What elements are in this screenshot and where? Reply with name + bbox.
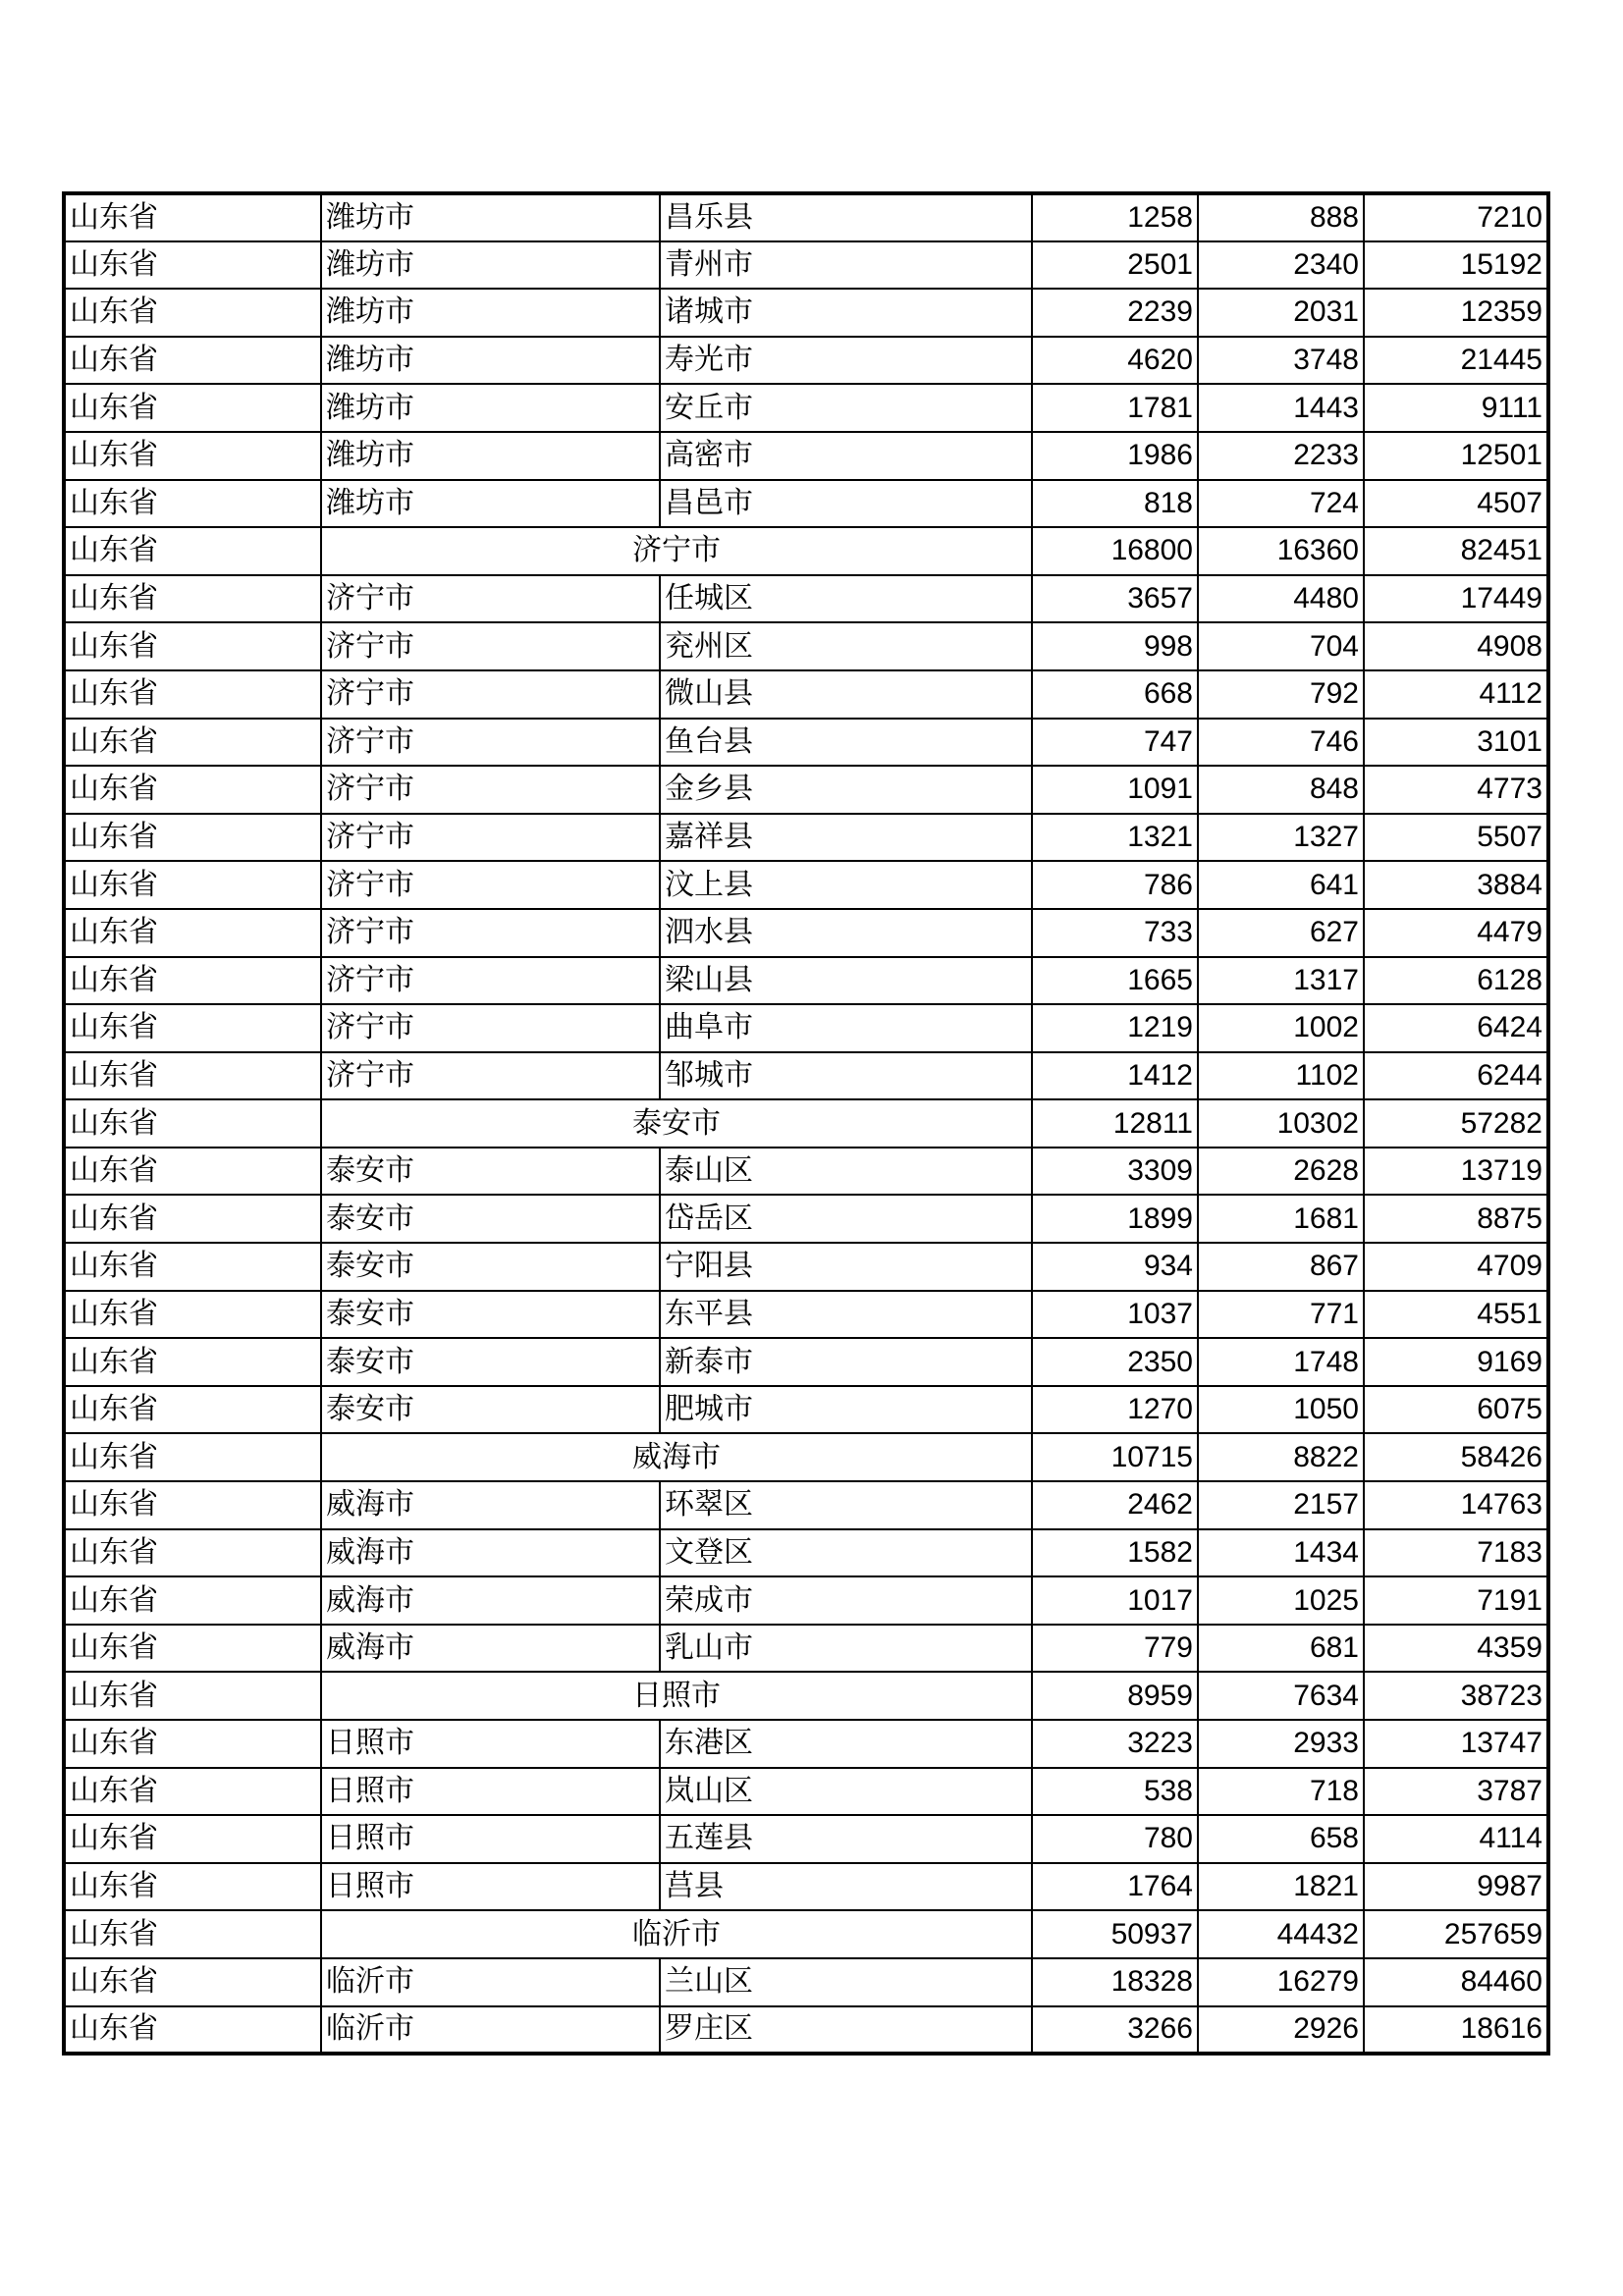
city-cell: 潍坊市 [321,289,660,337]
table-row [64,814,1548,862]
city-cell: 日照市 [321,1863,660,1911]
value-2-cell: 792 [1198,670,1364,719]
value-1-cell: 12811 [1032,1099,1198,1148]
table-row [64,1386,1548,1434]
table-row [64,1529,1548,1577]
province-cell: 山东省 [64,432,321,480]
value-2-cell: 658 [1198,1815,1364,1863]
value-1-cell: 10715 [1032,1433,1198,1481]
value-2-cell: 1748 [1198,1338,1364,1386]
province-cell: 山东省 [64,527,321,575]
value-2-cell: 1317 [1198,957,1364,1005]
value-3-cell: 4551 [1364,1291,1548,1339]
province-cell: 山东省 [64,1099,321,1148]
province-cell: 山东省 [64,861,321,909]
value-3-cell: 6128 [1364,957,1548,1005]
city-cell: 济宁市 [321,670,660,719]
value-3-cell: 9169 [1364,1338,1548,1386]
province-cell: 山东省 [64,622,321,670]
province-cell: 山东省 [64,1338,321,1386]
value-3-cell: 12359 [1364,289,1548,337]
value-3-cell: 4507 [1364,480,1548,528]
city-total-row [64,1099,1548,1148]
value-3-cell: 4709 [1364,1243,1548,1291]
value-3-cell: 3101 [1364,719,1548,767]
value-1-cell: 1258 [1032,193,1198,241]
value-2-cell: 1050 [1198,1386,1364,1434]
value-1-cell: 8959 [1032,1672,1198,1720]
province-cell: 山东省 [64,1195,321,1243]
county-cell: 文登区 [660,1529,1032,1577]
county-cell: 岚山区 [660,1768,1032,1816]
value-3-cell: 4359 [1364,1625,1548,1673]
value-1-cell: 1582 [1032,1529,1198,1577]
value-2-cell: 848 [1198,766,1364,814]
value-2-cell: 1002 [1198,1004,1364,1052]
value-1-cell: 1986 [1032,432,1198,480]
city-cell: 济宁市 [321,766,660,814]
value-3-cell: 3884 [1364,861,1548,909]
value-1-cell: 1270 [1032,1386,1198,1434]
table-row [64,670,1548,719]
table-row [64,1148,1548,1196]
value-2-cell: 1327 [1198,814,1364,862]
county-cell: 任城区 [660,575,1032,623]
province-cell: 山东省 [64,957,321,1005]
province-cell: 山东省 [64,384,321,432]
city-cell: 潍坊市 [321,337,660,385]
table-row [64,1004,1548,1052]
county-cell: 东港区 [660,1720,1032,1768]
province-cell: 山东省 [64,1386,321,1434]
value-3-cell: 17449 [1364,575,1548,623]
table-row [64,1338,1548,1386]
value-2-cell: 1681 [1198,1195,1364,1243]
province-cell: 山东省 [64,1768,321,1816]
table-row [64,1291,1548,1339]
value-1-cell: 1017 [1032,1576,1198,1625]
province-cell: 山东省 [64,1720,321,1768]
value-3-cell: 6424 [1364,1004,1548,1052]
city-cell: 潍坊市 [321,193,660,241]
city-cell: 泰安市 [321,1291,660,1339]
table-row [64,861,1548,909]
province-cell: 山东省 [64,480,321,528]
value-3-cell: 8875 [1364,1195,1548,1243]
city-total-name-cell: 临沂市 [321,1910,1032,1958]
city-total-row [64,1910,1548,1958]
table-row [64,622,1548,670]
value-2-cell: 1025 [1198,1576,1364,1625]
value-1-cell: 779 [1032,1625,1198,1673]
value-1-cell: 1412 [1032,1052,1198,1100]
value-3-cell: 6244 [1364,1052,1548,1100]
city-total-row [64,527,1548,575]
table-row [64,384,1548,432]
county-cell: 嘉祥县 [660,814,1032,862]
table-row [64,1481,1548,1529]
value-2-cell: 2933 [1198,1720,1364,1768]
value-2-cell: 627 [1198,909,1364,957]
value-2-cell: 718 [1198,1768,1364,1816]
table-row [64,1052,1548,1100]
county-cell: 宁阳县 [660,1243,1032,1291]
county-cell: 莒县 [660,1863,1032,1911]
value-2-cell: 2628 [1198,1148,1364,1196]
table-row [64,289,1548,337]
value-2-cell: 641 [1198,861,1364,909]
county-cell: 鱼台县 [660,719,1032,767]
province-cell: 山东省 [64,1672,321,1720]
city-cell: 泰安市 [321,1148,660,1196]
table-row [64,575,1548,623]
county-cell: 寿光市 [660,337,1032,385]
city-cell: 威海市 [321,1576,660,1625]
table-row [64,1958,1548,2006]
value-1-cell: 998 [1032,622,1198,670]
table-row [64,1243,1548,1291]
table-row [64,719,1548,767]
table-row [64,1768,1548,1816]
value-1-cell: 3223 [1032,1720,1198,1768]
value-2-cell: 2926 [1198,2006,1364,2055]
province-cell: 山东省 [64,1529,321,1577]
county-cell: 青州市 [660,241,1032,290]
city-cell: 济宁市 [321,909,660,957]
value-3-cell: 4773 [1364,766,1548,814]
city-cell: 威海市 [321,1481,660,1529]
table-row [64,1576,1548,1625]
province-cell: 山东省 [64,2006,321,2055]
city-cell: 泰安市 [321,1338,660,1386]
value-1-cell: 1091 [1032,766,1198,814]
province-cell: 山东省 [64,1481,321,1529]
value-3-cell: 257659 [1364,1910,1548,1958]
county-cell: 曲阜市 [660,1004,1032,1052]
city-cell: 济宁市 [321,575,660,623]
value-1-cell: 1781 [1032,384,1198,432]
value-1-cell: 818 [1032,480,1198,528]
value-2-cell: 16279 [1198,1958,1364,2006]
value-2-cell: 1821 [1198,1863,1364,1911]
county-cell: 五莲县 [660,1815,1032,1863]
province-cell: 山东省 [64,1004,321,1052]
province-cell: 山东省 [64,193,321,241]
value-1-cell: 3657 [1032,575,1198,623]
value-2-cell: 1443 [1198,384,1364,432]
value-1-cell: 2350 [1032,1338,1198,1386]
table-row [64,1195,1548,1243]
value-2-cell: 746 [1198,719,1364,767]
value-1-cell: 1665 [1032,957,1198,1005]
value-3-cell: 9987 [1364,1863,1548,1911]
value-1-cell: 18328 [1032,1958,1198,2006]
city-cell: 济宁市 [321,1052,660,1100]
county-cell: 东平县 [660,1291,1032,1339]
value-1-cell: 3309 [1032,1148,1198,1196]
value-1-cell: 934 [1032,1243,1198,1291]
province-cell: 山东省 [64,1815,321,1863]
county-cell: 梁山县 [660,957,1032,1005]
table-row [64,337,1548,385]
province-cell: 山东省 [64,1291,321,1339]
province-cell: 山东省 [64,1625,321,1673]
table-row [64,1815,1548,1863]
value-3-cell: 18616 [1364,2006,1548,2055]
city-cell: 济宁市 [321,861,660,909]
value-1-cell: 2501 [1032,241,1198,290]
city-total-row [64,1433,1548,1481]
value-1-cell: 16800 [1032,527,1198,575]
value-1-cell: 786 [1032,861,1198,909]
value-3-cell: 84460 [1364,1958,1548,2006]
value-3-cell: 4114 [1364,1815,1548,1863]
city-cell: 潍坊市 [321,480,660,528]
value-2-cell: 3748 [1198,337,1364,385]
province-cell: 山东省 [64,1148,321,1196]
value-3-cell: 4908 [1364,622,1548,670]
value-2-cell: 4480 [1198,575,1364,623]
value-3-cell: 3787 [1364,1768,1548,1816]
city-total-name-cell: 日照市 [321,1672,1032,1720]
province-cell: 山东省 [64,1910,321,1958]
table-row [64,480,1548,528]
value-1-cell: 747 [1032,719,1198,767]
province-cell: 山东省 [64,1243,321,1291]
table-row [64,766,1548,814]
province-cell: 山东省 [64,337,321,385]
value-1-cell: 1037 [1032,1291,1198,1339]
province-cell: 山东省 [64,1433,321,1481]
city-cell: 日照市 [321,1815,660,1863]
province-cell: 山东省 [64,814,321,862]
value-1-cell: 1321 [1032,814,1198,862]
province-cell: 山东省 [64,289,321,337]
province-cell: 山东省 [64,909,321,957]
city-cell: 济宁市 [321,719,660,767]
city-cell: 济宁市 [321,1004,660,1052]
value-2-cell: 2233 [1198,432,1364,480]
table-row [64,1720,1548,1768]
county-cell: 泗水县 [660,909,1032,957]
county-cell: 兖州区 [660,622,1032,670]
value-2-cell: 724 [1198,480,1364,528]
value-1-cell: 1219 [1032,1004,1198,1052]
county-cell: 泰山区 [660,1148,1032,1196]
value-1-cell: 733 [1032,909,1198,957]
province-cell: 山东省 [64,1052,321,1100]
value-3-cell: 38723 [1364,1672,1548,1720]
province-cell: 山东省 [64,575,321,623]
value-1-cell: 780 [1032,1815,1198,1863]
value-1-cell: 1899 [1032,1195,1198,1243]
value-1-cell: 668 [1032,670,1198,719]
value-3-cell: 21445 [1364,337,1548,385]
province-cell: 山东省 [64,1576,321,1625]
county-cell: 安丘市 [660,384,1032,432]
province-cell: 山东省 [64,670,321,719]
county-cell: 兰山区 [660,1958,1032,2006]
county-cell: 微山县 [660,670,1032,719]
table-body [64,193,1548,2054]
county-cell: 肥城市 [660,1386,1032,1434]
value-2-cell: 2031 [1198,289,1364,337]
value-2-cell: 8822 [1198,1433,1364,1481]
value-2-cell: 1102 [1198,1052,1364,1100]
county-cell: 罗庄区 [660,2006,1032,2055]
table-row [64,241,1548,290]
value-2-cell: 704 [1198,622,1364,670]
county-cell: 汶上县 [660,861,1032,909]
value-1-cell: 2239 [1032,289,1198,337]
value-3-cell: 9111 [1364,384,1548,432]
value-1-cell: 50937 [1032,1910,1198,1958]
province-cell: 山东省 [64,719,321,767]
value-3-cell: 4112 [1364,670,1548,719]
city-cell: 日照市 [321,1720,660,1768]
city-cell: 济宁市 [321,622,660,670]
value-2-cell: 681 [1198,1625,1364,1673]
value-3-cell: 12501 [1364,432,1548,480]
value-3-cell: 7210 [1364,193,1548,241]
value-3-cell: 6075 [1364,1386,1548,1434]
table-row [64,193,1548,241]
table-row [64,1625,1548,1673]
data-table [62,191,1550,2056]
province-cell: 山东省 [64,1863,321,1911]
table-row [64,1863,1548,1911]
value-1-cell: 1764 [1032,1863,1198,1911]
value-3-cell: 4479 [1364,909,1548,957]
county-cell: 昌邑市 [660,480,1032,528]
value-1-cell: 538 [1032,1768,1198,1816]
county-cell: 昌乐县 [660,193,1032,241]
value-1-cell: 4620 [1032,337,1198,385]
value-2-cell: 771 [1198,1291,1364,1339]
county-cell: 高密市 [660,432,1032,480]
table-row [64,432,1548,480]
county-cell: 诸城市 [660,289,1032,337]
table-row [64,957,1548,1005]
city-cell: 泰安市 [321,1386,660,1434]
value-2-cell: 16360 [1198,527,1364,575]
city-cell: 泰安市 [321,1243,660,1291]
province-cell: 山东省 [64,1958,321,2006]
value-2-cell: 2157 [1198,1481,1364,1529]
county-cell: 荣成市 [660,1576,1032,1625]
value-2-cell: 44432 [1198,1910,1364,1958]
value-2-cell: 1434 [1198,1529,1364,1577]
city-cell: 临沂市 [321,1958,660,2006]
county-cell: 环翠区 [660,1481,1032,1529]
county-cell: 金乡县 [660,766,1032,814]
value-1-cell: 3266 [1032,2006,1198,2055]
city-cell: 威海市 [321,1625,660,1673]
value-3-cell: 7183 [1364,1529,1548,1577]
county-cell: 新泰市 [660,1338,1032,1386]
table-row [64,2006,1548,2055]
value-3-cell: 13747 [1364,1720,1548,1768]
value-3-cell: 7191 [1364,1576,1548,1625]
county-cell: 乳山市 [660,1625,1032,1673]
city-total-row [64,1672,1548,1720]
city-cell: 潍坊市 [321,241,660,290]
table-row [64,909,1548,957]
value-2-cell: 867 [1198,1243,1364,1291]
value-2-cell: 888 [1198,193,1364,241]
value-2-cell: 10302 [1198,1099,1364,1148]
city-total-name-cell: 威海市 [321,1433,1032,1481]
city-cell: 泰安市 [321,1195,660,1243]
city-cell: 临沂市 [321,2006,660,2055]
value-2-cell: 7634 [1198,1672,1364,1720]
value-3-cell: 15192 [1364,241,1548,290]
city-total-name-cell: 济宁市 [321,527,1032,575]
city-total-name-cell: 泰安市 [321,1099,1032,1148]
city-cell: 济宁市 [321,957,660,1005]
city-cell: 日照市 [321,1768,660,1816]
city-cell: 潍坊市 [321,432,660,480]
value-3-cell: 58426 [1364,1433,1548,1481]
value-3-cell: 57282 [1364,1099,1548,1148]
value-1-cell: 2462 [1032,1481,1198,1529]
province-cell: 山东省 [64,241,321,290]
value-3-cell: 82451 [1364,527,1548,575]
city-cell: 济宁市 [321,814,660,862]
value-3-cell: 5507 [1364,814,1548,862]
value-2-cell: 2340 [1198,241,1364,290]
city-cell: 潍坊市 [321,384,660,432]
city-cell: 威海市 [321,1529,660,1577]
value-3-cell: 14763 [1364,1481,1548,1529]
value-3-cell: 13719 [1364,1148,1548,1196]
county-cell: 邹城市 [660,1052,1032,1100]
county-cell: 岱岳区 [660,1195,1032,1243]
province-cell: 山东省 [64,766,321,814]
